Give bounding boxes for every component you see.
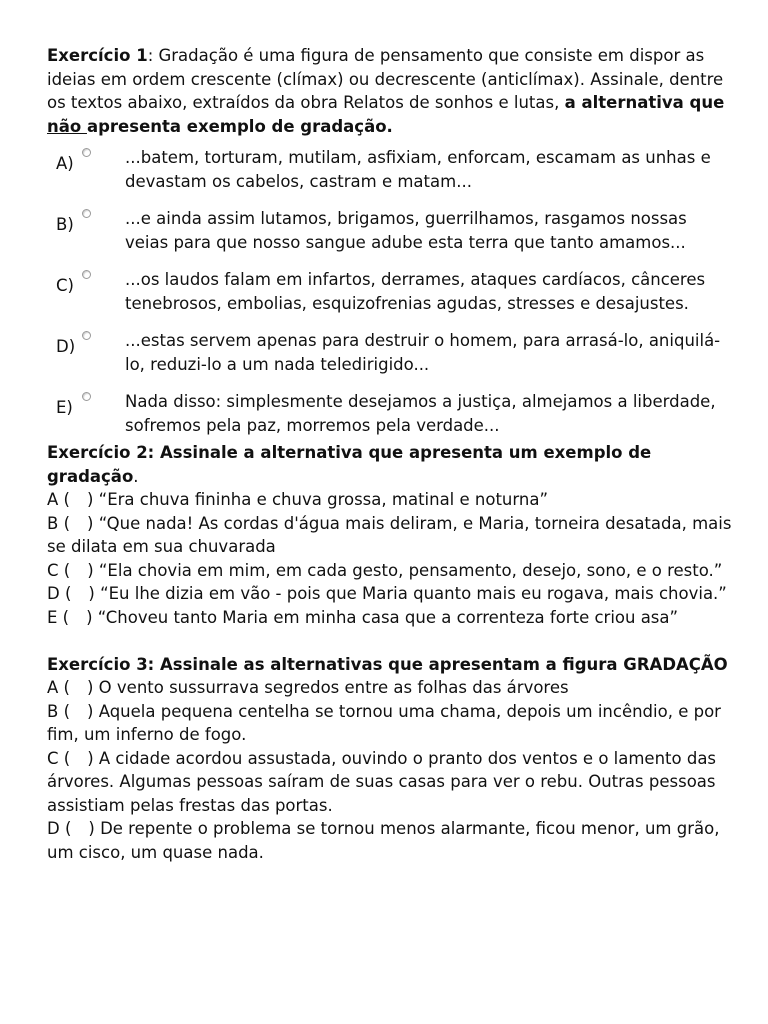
option-e[interactable]	[47, 386, 737, 433]
exercise-1-options	[47, 142, 737, 433]
item-prefix: E (	[47, 607, 70, 627]
document-page	[47, 44, 737, 864]
radio-button-icon[interactable]	[82, 392, 91, 401]
exercise-2-title-period: .	[133, 466, 139, 486]
item-prefix: B (	[47, 513, 71, 533]
exercise-2-item-d	[47, 582, 737, 606]
radio-button-icon[interactable]	[82, 270, 91, 279]
option-text: ...os laudos falam em infartos, derrames, ataques cardíacos, cânceres tenebrosos, embolias, esquizofrenias agudas, stresses e desajustes.	[125, 270, 706, 313]
option-text: ...batem, torturam, mutilam, asfixiam, enforcam, escamam as unhas e devastam os cabelos, castram e matam...	[125, 148, 711, 191]
option-letter: E)	[56, 398, 73, 417]
exercise-2	[47, 441, 737, 629]
item-prefix: C (	[47, 560, 71, 580]
option-c[interactable]	[47, 264, 737, 311]
item-prefix: A (	[47, 490, 70, 509]
item-text: “Choveu tanto Maria em minha casa que a correnteza forte criou asa”	[92, 607, 679, 627]
item-text: De repente o problema se tornou menos alarmante, ficou menor, um grão, um cisco, um quase nada.	[47, 819, 720, 862]
item-prefix: D (	[47, 584, 72, 603]
radio-button-icon[interactable]	[82, 209, 91, 218]
item-text: “Que nada! As cordas d'água mais deliram, e Maria, torneira desatada, mais se dilata em sua chuvarada	[47, 513, 732, 556]
item-prefix: B (	[47, 701, 71, 721]
option-letter: C)	[56, 276, 74, 295]
item-text: “Era chuva fininha e chuva grossa, matinal e noturna”	[93, 490, 549, 509]
exercise-3-title-text: Exercício 3: Assinale as alternativas que apresentam a figura GRADAÇÃO	[47, 654, 728, 674]
exercise-1-emphasis-nao: não	[47, 116, 87, 136]
exercise-3-item-c	[47, 747, 737, 818]
option-text: Nada disso: simplesmente desejamos a justiça, almejamos a liberdade, sofremos pela paz, morremos pela verdade...	[125, 392, 716, 435]
exercise-3-item-a	[47, 676, 737, 700]
exercise-2-item-b	[47, 512, 737, 559]
exercise-2-item-a	[47, 488, 737, 512]
exercise-1-emphasis-a: a alternativa que	[564, 93, 725, 112]
option-letter: B)	[56, 215, 74, 234]
item-text: “Ela chovia em mim, em cada gesto, pensamento, desejo, sono, e o resto.”	[93, 560, 723, 580]
exercise-1-statement	[47, 44, 737, 138]
exercise-2-item-c	[47, 559, 737, 583]
item-suffix: )	[87, 701, 94, 721]
exercise-2-item-e	[47, 606, 737, 630]
item-suffix: )	[87, 560, 94, 580]
option-text: ...e ainda assim lutamos, brigamos, guerrilhamos, rasgamos nossas veias para que nosso sangue adube esta terra que tanto amamos...	[125, 209, 687, 252]
item-suffix: )	[88, 584, 95, 603]
item-suffix: )	[86, 490, 94, 509]
spacer	[47, 629, 737, 653]
exercise-3-title	[47, 653, 737, 677]
exercise-1-label: Exercício 1	[47, 46, 148, 65]
item-text: “Eu lhe dizia em vão - pois que Maria quanto mais eu rogava, mais chovia.”	[94, 584, 727, 603]
item-text: Aquela pequena centelha se tornou uma chama, depois um incêndio, e por fim, um inferno de fogo.	[47, 701, 721, 744]
exercise-3	[47, 653, 737, 865]
item-suffix: )	[87, 513, 94, 533]
item-prefix: D (	[47, 819, 72, 838]
option-a[interactable]	[47, 142, 737, 189]
radio-button-icon[interactable]	[82, 331, 91, 340]
exercise-3-item-d	[47, 817, 737, 864]
item-text: A cidade acordou assustada, ouvindo o pranto dos ventos e o lamento das árvores. Algumas pessoas saíram de suas casas para ver o rebu. Outras pessoas assistiam pelas frestas das portas.	[47, 748, 717, 815]
option-letter: D)	[56, 337, 76, 356]
item-prefix: C (	[47, 748, 71, 768]
exercise-1-intro: : Gradação é uma figura de pensamento que consiste em dispor as ideias em ordem crescente (clímax) ou decrescente (anticlímax). Assinale, dentre os textos abaixo, extraídos da obra Relatos de sonhos e lutas,	[47, 46, 724, 112]
item-suffix: )	[87, 748, 94, 768]
item-suffix: )	[88, 819, 95, 838]
item-suffix: )	[86, 678, 94, 697]
item-text: O vento sussurrava segredos entre as folhas das árvores	[93, 678, 569, 697]
option-text: ...estas servem apenas para destruir o homem, para arrasá-lo, aniquilá-lo, reduzi-lo a um nada teledirigido...	[125, 331, 721, 374]
option-d[interactable]	[47, 325, 737, 372]
item-prefix: A (	[47, 678, 70, 697]
option-b[interactable]	[47, 203, 737, 250]
exercise-3-item-b	[47, 700, 737, 747]
exercise-2-title	[47, 441, 737, 488]
radio-button-icon[interactable]	[82, 148, 91, 157]
exercise-2-title-text: Exercício 2: Assinale a alternativa que apresenta um exemplo de gradação	[47, 443, 652, 486]
option-letter: A)	[56, 154, 74, 173]
exercise-1-emphasis-b: apresenta exemplo de gradação.	[86, 116, 393, 136]
item-suffix: )	[86, 607, 93, 627]
